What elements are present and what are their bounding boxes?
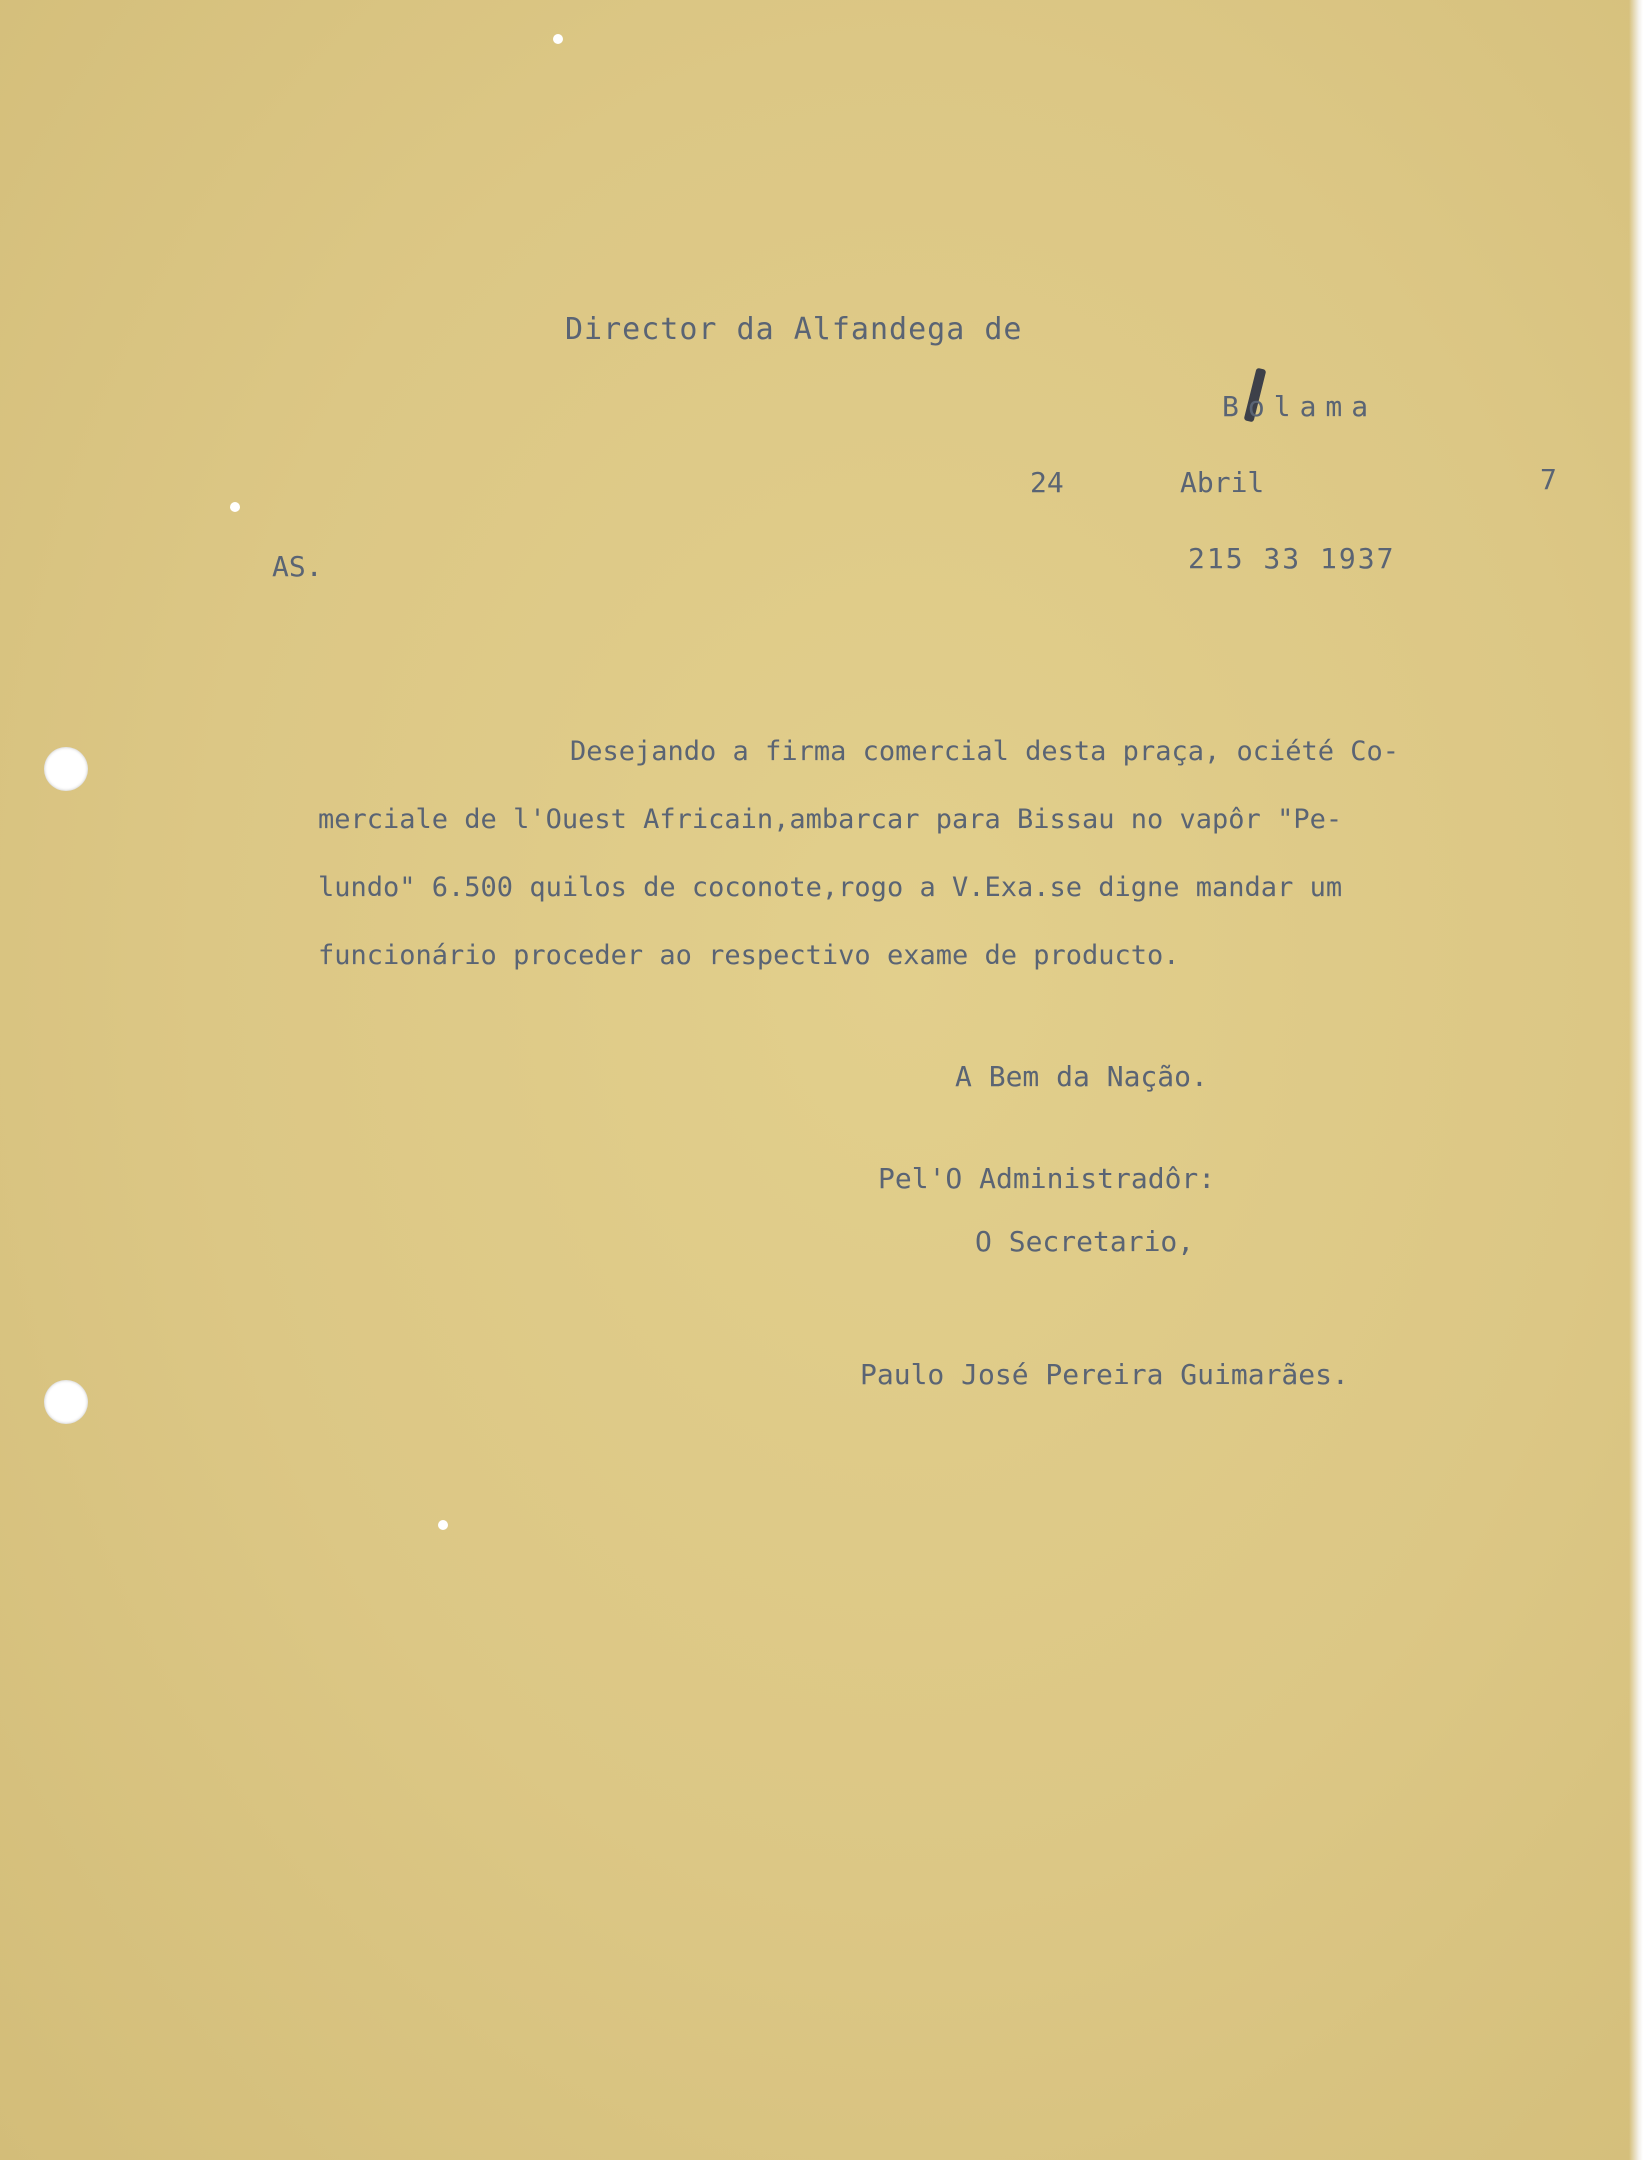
closing-salutation: A Bem da Nação.	[955, 1060, 1208, 1093]
addressee: Director da Alfandega de	[565, 312, 1023, 347]
paper-speck	[230, 502, 240, 512]
punch-hole-bottom	[44, 1380, 88, 1424]
body-line: lundo" 6.500 quilos de coconote,rogo a V.Exa.se digne mandar um	[318, 872, 1343, 903]
place-name: Bolama	[1222, 390, 1378, 423]
reference-initials: AS.	[272, 550, 323, 583]
date-year-fragment: 7	[1540, 463, 1557, 496]
signature-title: O Secretario,	[975, 1225, 1195, 1258]
signature-role: Pel'O Administradôr:	[878, 1162, 1216, 1195]
date-day: 24	[1030, 466, 1064, 499]
letter-body	[318, 718, 1399, 990]
date-month: Abril	[1180, 466, 1265, 499]
signatory-name: Paulo José Pereira Guimarães.	[860, 1358, 1349, 1391]
body-line: Desejando a firma comercial desta praça, ociété Co-	[570, 736, 1400, 767]
paper-edge	[1629, 0, 1643, 2160]
punch-hole-top	[44, 747, 88, 791]
reference-number: 215 33 1937	[1188, 542, 1396, 575]
body-line: funcionário proceder ao respectivo exame de producto.	[318, 940, 1180, 971]
paper-speck	[438, 1520, 448, 1530]
body-line: merciale de l'Ouest Africain,ambarcar para Bissau no vapôr "Pe-	[318, 804, 1343, 835]
paper-speck	[553, 34, 563, 44]
